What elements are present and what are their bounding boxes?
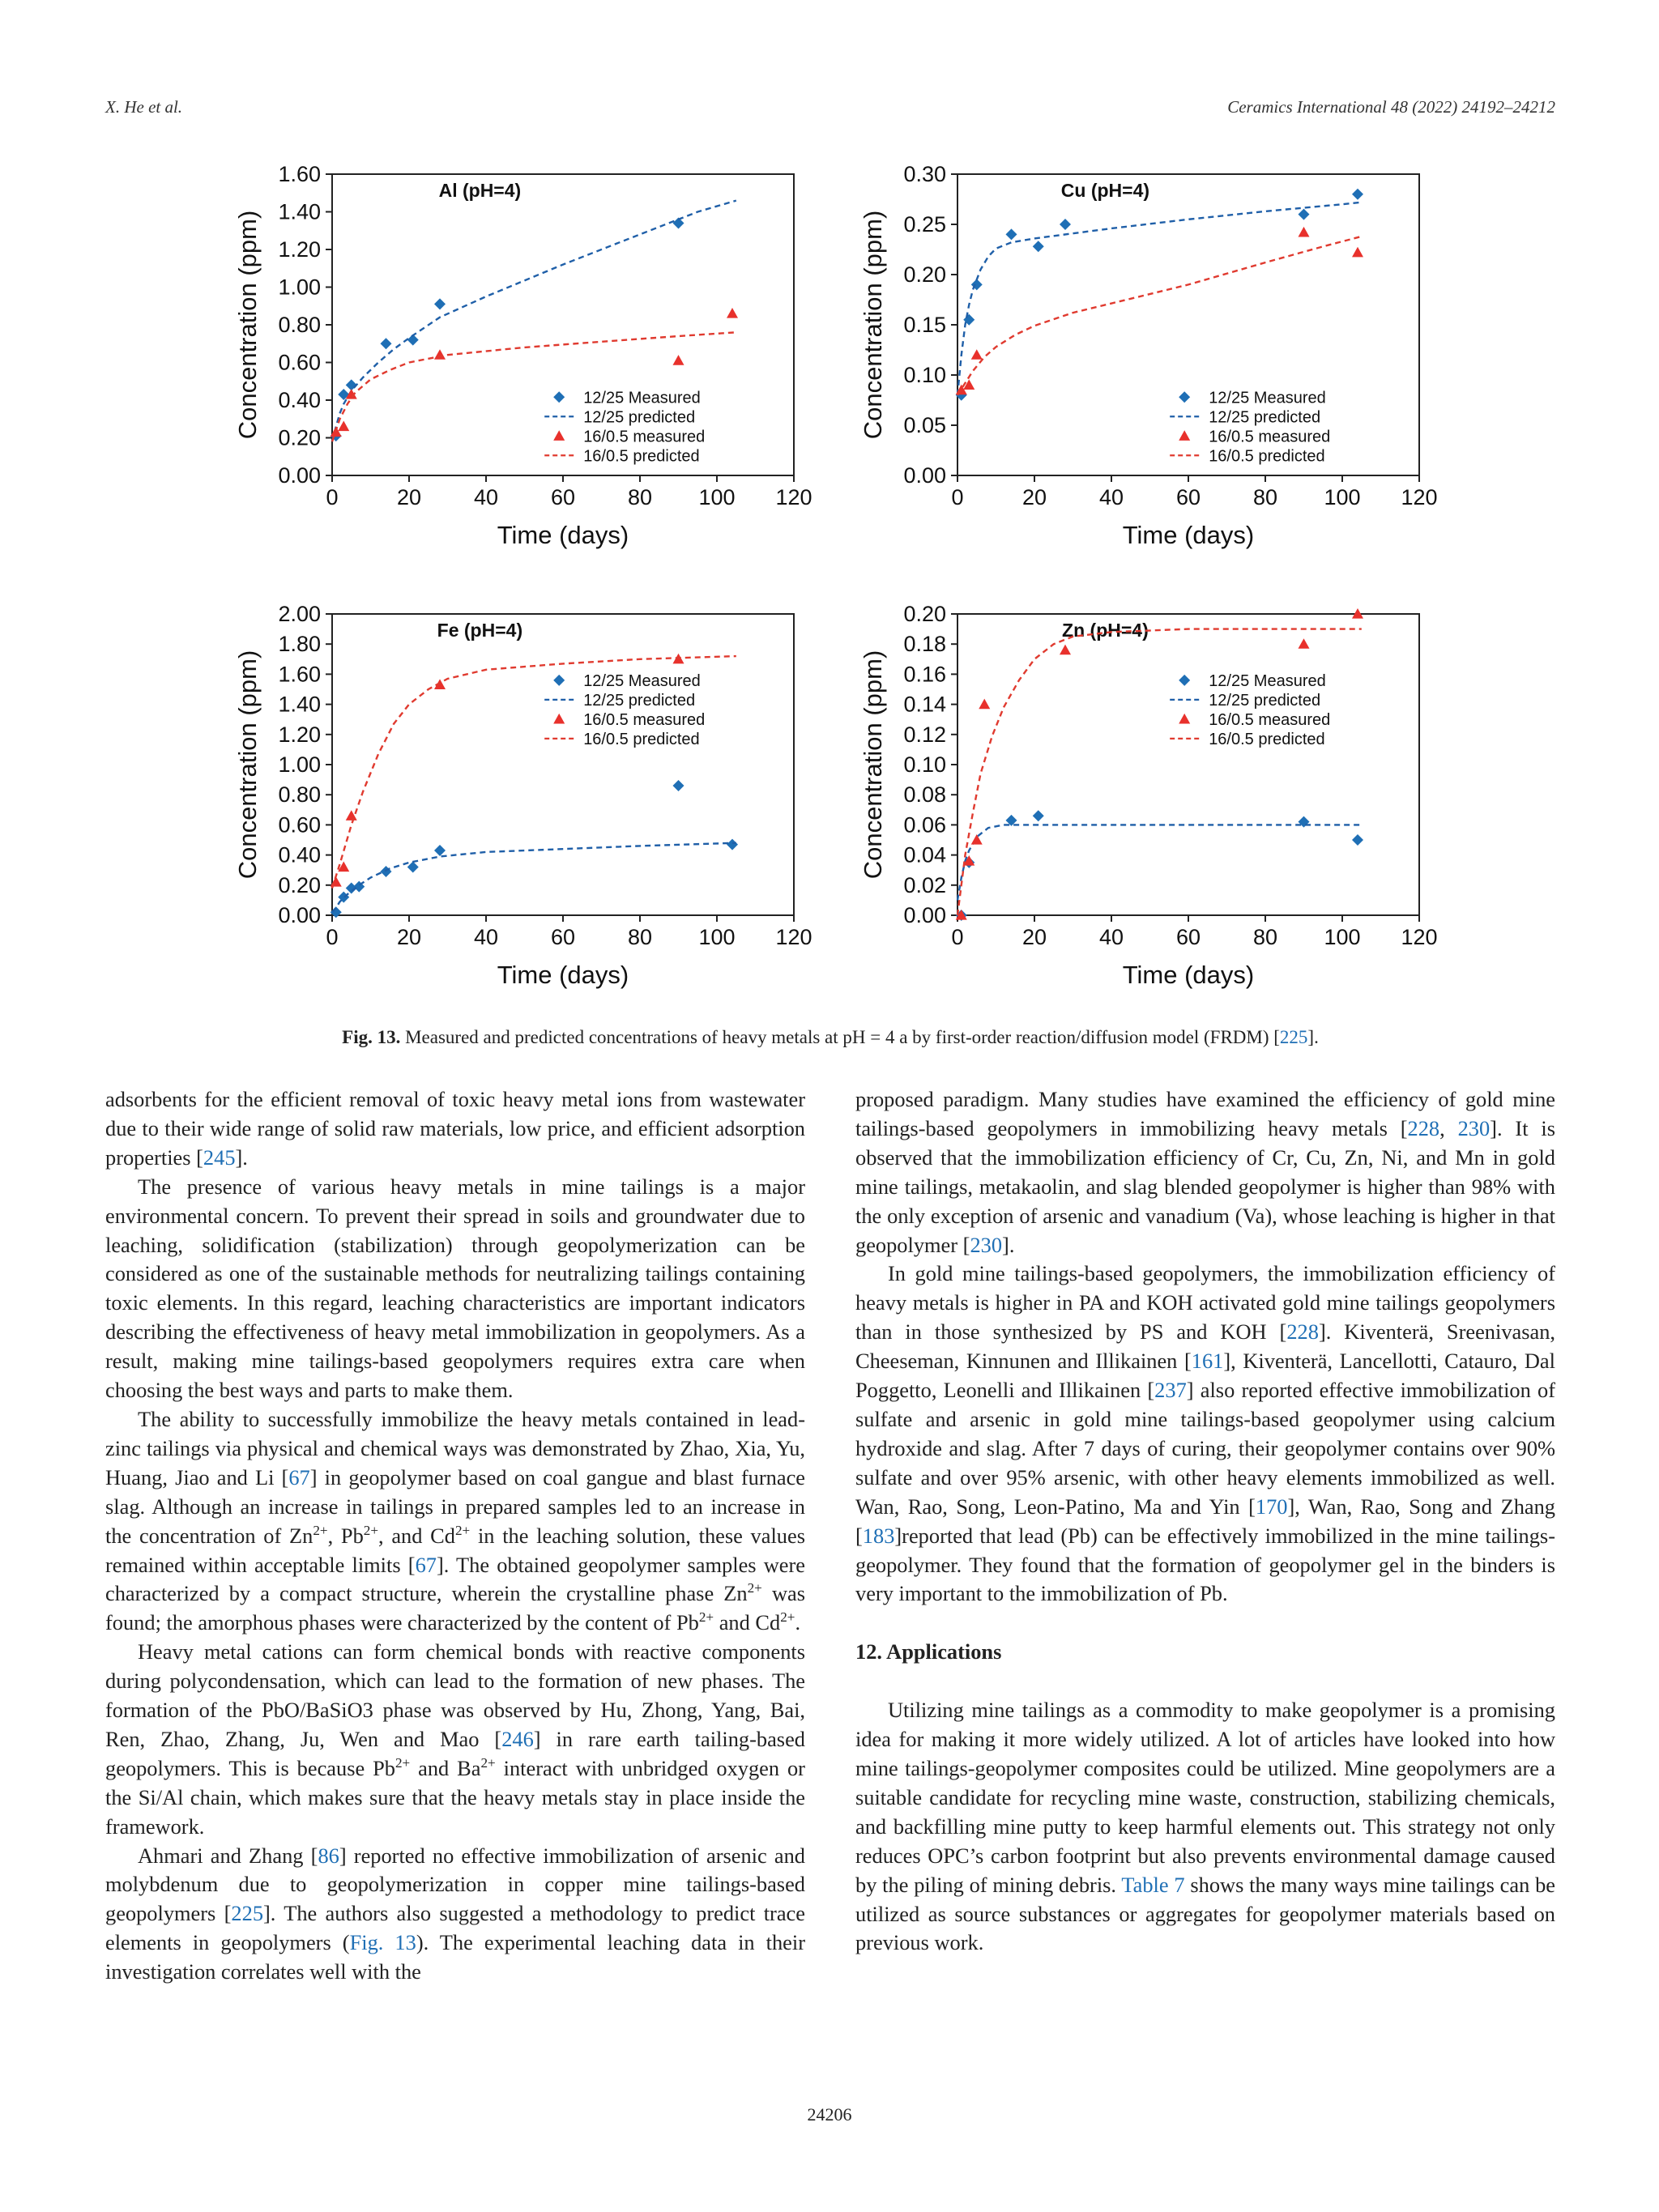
chart-title: Zn (pH=4)	[1062, 620, 1149, 641]
running-header-journal: Ceramics International 48 (2022) 24192–24212	[1227, 97, 1555, 117]
measured-point	[434, 349, 446, 360]
x-tick-label: 80	[1252, 485, 1278, 509]
measured-point	[1060, 219, 1071, 230]
paragraph: adsorbents for the efficient removal of toxic heavy metal ions from wastewater due to their wide range of solid raw materials, low price, and efficient adsorption properties [245].	[105, 1087, 805, 1170]
measured-point	[1033, 810, 1044, 821]
citation-link[interactable]: 230	[1457, 1115, 1491, 1140]
legend-marker	[553, 714, 565, 724]
y-tick-label: 0.00	[278, 903, 321, 927]
x-axis-label: Time (days)	[497, 521, 629, 549]
y-tick-label: 0.60	[278, 350, 321, 375]
chart-title: Cu (pH=4)	[1060, 180, 1150, 201]
citation-link[interactable]: 67	[288, 1464, 310, 1490]
y-tick-label: 0.20	[903, 262, 946, 287]
x-tick-label: 0	[951, 925, 964, 949]
legend-label: 12/25 Measured	[583, 389, 701, 407]
x-tick-label: 20	[1021, 925, 1047, 949]
plot-frame	[957, 614, 1419, 915]
y-tick-label: 0.15	[903, 313, 946, 337]
y-tick-label: 0.10	[903, 363, 946, 387]
plot-frame	[957, 174, 1419, 475]
y-tick-label: 1.60	[278, 162, 321, 186]
x-tick-label: 60	[550, 925, 576, 949]
x-tick-label: 0	[951, 485, 964, 509]
citation-link[interactable]: 228	[1286, 1319, 1319, 1345]
y-tick-label: 0.10	[903, 752, 946, 777]
measured-point	[971, 834, 983, 845]
legend-label: 16/0.5 measured	[583, 428, 706, 446]
measured-point	[727, 308, 738, 318]
predicted-line	[332, 843, 736, 913]
predicted-line	[957, 825, 1362, 900]
paragraph: The ability to successfully immobilize the heavy metals contained in lead-zinc tailings via physical and chemical ways was demonstrated by Zhao, Xia, Yu, Huang, Jiao and Li [67] in geopolymer based on coal gangue and blast furnace slag. Although an increase in tailings in prepared samples led to an increase in the concentration of $Zn^{2+}$, $Pb^{2+}$, and $Cd^{2+}$ in the leaching solution, these values remained within acceptable limits [67]. The obtained geopolymer samples were characterized by a compact structure, wherein the crystalline phase $Zn^{2+}$ was found; the amorphous phases were characterized by the content of $Pb^{2+}$ and $Cd^{2+}$.	[105, 1406, 806, 1635]
y-tick-label: 1.60	[278, 662, 321, 687]
x-tick-label: 60	[550, 485, 576, 509]
legend-label: 12/25 predicted	[1209, 691, 1321, 710]
measured-point	[434, 845, 446, 856]
x-tick-label: 100	[698, 925, 736, 949]
citation-link[interactable]: 246	[501, 1726, 534, 1751]
measured-point	[1033, 241, 1044, 252]
y-axis-label: Concentration (ppm)	[859, 650, 887, 880]
legend-label: 12/25 predicted	[583, 691, 696, 710]
y-tick-label: 1.00	[278, 275, 321, 300]
y-tick-label: 0.16	[903, 662, 946, 687]
measured-point	[979, 699, 990, 710]
y-tick-label: 0.05	[903, 413, 946, 437]
x-tick-label: 40	[1098, 485, 1124, 509]
x-tick-label: 20	[396, 925, 422, 949]
y-tick-label: 1.20	[278, 237, 321, 262]
chart-fe	[219, 598, 818, 1007]
x-tick-label: 0	[326, 925, 339, 949]
x-tick-label: 40	[473, 925, 499, 949]
x-tick-label: 40	[1098, 925, 1124, 949]
x-tick-label: 100	[698, 485, 736, 509]
legend-marker	[1179, 391, 1190, 403]
legend-label: 16/0.5 predicted	[1209, 447, 1325, 466]
cross-ref-link[interactable]: Fig. 13	[349, 1930, 416, 1955]
chart-title: Al (pH=4)	[438, 180, 522, 201]
citation-link[interactable]: 86	[318, 1843, 339, 1868]
legend-marker	[553, 391, 565, 403]
x-tick-label: 100	[1324, 485, 1361, 509]
y-tick-label: 0.20	[903, 602, 946, 626]
legend-label: 12/25 Measured	[1209, 671, 1326, 690]
chart-zn	[844, 598, 1444, 1007]
y-tick-label: 0.40	[278, 388, 321, 412]
chart-cu	[844, 158, 1444, 567]
measured-point	[381, 866, 392, 877]
legend-label: 16/0.5 predicted	[583, 447, 700, 466]
x-tick-label: 120	[775, 925, 812, 949]
y-tick-label: 0.02	[903, 872, 946, 897]
x-tick-label: 60	[1175, 485, 1201, 509]
y-tick-label: 0.12	[903, 722, 946, 747]
measured-point	[971, 349, 983, 360]
y-tick-label: 0.80	[278, 313, 321, 337]
citation-link[interactable]: 161	[1191, 1349, 1224, 1374]
y-tick-label: 0.14	[903, 692, 946, 717]
predicted-line	[957, 202, 1362, 395]
page-number: 24206	[807, 2104, 852, 2125]
y-tick-label: 0.18	[903, 632, 946, 657]
y-tick-label: 1.40	[278, 692, 321, 717]
y-tick-label: 0.00	[278, 463, 321, 488]
y-tick-label: 0.25	[903, 212, 946, 237]
x-tick-label: 40	[473, 485, 499, 509]
citation-link[interactable]: 230	[970, 1232, 1003, 1257]
y-tick-label: 0.06	[903, 812, 946, 837]
caption-text: Measured and predicted concentrations of heavy metals at pH = 4 a by first-order reaction/diffusion model (FRDM) [	[405, 1027, 1280, 1047]
citation-link[interactable]: 183	[862, 1523, 895, 1548]
caption-ref-link[interactable]: 225	[1279, 1027, 1308, 1047]
measured-point	[1060, 645, 1071, 655]
measured-point	[381, 338, 392, 349]
section-heading: 12. Applications	[855, 1639, 1002, 1664]
y-tick-label: 0.80	[278, 782, 321, 808]
x-tick-label: 20	[396, 485, 422, 509]
right-column	[855, 1085, 1555, 1958]
caption-end: ].	[1307, 1027, 1319, 1047]
legend-marker	[1179, 430, 1190, 441]
legend-marker	[1179, 675, 1190, 686]
y-axis-label: Concentration (ppm)	[859, 210, 887, 440]
y-axis-label: Concentration (ppm)	[233, 650, 262, 880]
legend-label: 12/25 Measured	[1209, 389, 1326, 407]
citation-link[interactable]: 237	[1154, 1378, 1187, 1403]
measured-point	[1299, 227, 1310, 237]
y-tick-label: 0.40	[278, 842, 321, 867]
predicted-line	[957, 237, 1362, 395]
y-tick-label: 2.00	[278, 602, 321, 626]
caption-label: Fig. 13.	[342, 1027, 401, 1047]
y-tick-label: 0.04	[903, 842, 946, 867]
y-axis-label: Concentration (ppm)	[233, 210, 262, 440]
legend-label: 16/0.5 measured	[1209, 428, 1331, 446]
y-tick-label: 0.00	[903, 463, 946, 488]
cross-ref-link[interactable]: Table 7	[1121, 1872, 1185, 1897]
legend-marker	[553, 675, 565, 686]
measured-point	[727, 839, 738, 850]
x-tick-label: 120	[1401, 485, 1438, 509]
x-axis-label: Time (days)	[1122, 521, 1255, 549]
y-tick-label: 0.60	[278, 812, 321, 837]
y-tick-label: 1.40	[278, 199, 321, 224]
measured-point	[673, 780, 684, 791]
x-axis-label: Time (days)	[497, 961, 629, 989]
legend-label: 16/0.5 predicted	[1209, 730, 1325, 748]
citation-link[interactable]: 67	[415, 1552, 437, 1577]
legend-label: 16/0.5 measured	[1209, 710, 1331, 729]
paragraph: Heavy metal cations can form chemical bonds with reactive components during polycondensation, which can lead to the formation of new phases. The formation of the PbO/BaSiO3 phase was observed by Hu, Zhong, Yang, Bai, Ren, Zhao, Zhang, Ju, Wen and Mao [246] in rare earth tailing-based geopolymers. This is because $Pb^{2+}$ and $Ba^{2+}$ interact with unbridged oxygen or the Si/Al chain, which makes sure that the heavy metals stay in place inside the framework.	[105, 1639, 805, 1839]
measured-point	[1006, 228, 1017, 240]
x-tick-label: 100	[1324, 925, 1361, 949]
x-tick-label: 80	[1252, 925, 1278, 949]
x-tick-label: 80	[627, 925, 653, 949]
measured-point	[1299, 638, 1310, 649]
y-tick-label: 0.00	[903, 903, 946, 927]
plot-frame	[332, 174, 794, 475]
measured-point	[1352, 247, 1363, 258]
paragraph: In gold mine tailings-based geopolymers, the immobilization efficiency of heavy metals is higher in PA and KOH activated gold mine tailings geopolymers than in those synthesized by PS and KOH [228]. Kiventerä, Sreenivasan, Cheeseman, Kinnunen and Illikainen [161], Kiventerä, Lancellotti, Catauro, Dal Poggetto, Leonelli and Illikainen [237] also reported effective immobilization of sulfate and arsenic in gold mine tailings-based geopolymer using calcium hydroxide and slag. After 7 days of curing, their geopolymer contains over 90% sulfate and over 95% arsenic, with other heavy elements immobilized as well. Wan, Rao, Song, Leon-Patino, Ma and Yin [170], Wan, Rao, Song and Zhang [183]reported that lead (Pb) can be effectively immobilized in the mine tailings-geopolymer. They found that the formation of geopolymer gel in the binders is very important to the immobilization of Pb.	[855, 1261, 1556, 1606]
measured-point	[407, 861, 419, 872]
running-header-authors: X. He et al.	[105, 97, 183, 117]
x-axis-label: Time (days)	[1122, 961, 1255, 989]
legend-label: 16/0.5 measured	[583, 710, 706, 729]
measured-point	[1352, 834, 1363, 846]
paragraph: proposed paradigm. Many studies have examined the efficiency of gold mine tailings-based geopolymers in immobilizing heavy metals [228, 230]. It is observed that the immobilization efficiency of Cr, Cu, Zn, Ni, and Mn in gold mine tailings, metakaolin, and slag blended geopolymer is higher than 98% with the only exception of arsenic and vanadium (Va), whose leaching is higher in that geopolymer [230].	[855, 1087, 1555, 1257]
y-tick-label: 1.00	[278, 752, 321, 777]
legend-marker	[1179, 714, 1190, 724]
citation-link[interactable]: 245	[203, 1144, 236, 1170]
citation-link[interactable]: 228	[1407, 1115, 1440, 1140]
figure-caption	[105, 1027, 1555, 1048]
x-tick-label: 0	[326, 485, 339, 509]
measured-point	[434, 298, 446, 309]
legend-marker	[553, 430, 565, 441]
y-tick-label: 0.30	[903, 162, 946, 186]
chart-title: Fe (pH=4)	[437, 620, 523, 641]
citation-link[interactable]: 225	[231, 1901, 264, 1926]
x-tick-label: 120	[775, 485, 812, 509]
paragraph: Ahmari and Zhang [86] reported no effective immobilization of arsenic and molybdenum due to geopolymerization in copper mine tailings-based geopolymers [225]. The authors also suggested a methodology to predict trace elements in geopolymers (Fig. 13). The experimental leaching data in their investigation correlates well with the	[105, 1843, 806, 1984]
measured-point	[1299, 209, 1310, 220]
citation-link[interactable]: 170	[1255, 1494, 1288, 1519]
y-tick-label: 0.20	[278, 872, 321, 897]
chart-al	[219, 158, 818, 567]
y-tick-label: 1.80	[278, 632, 321, 657]
legend-label: 12/25 predicted	[583, 408, 696, 427]
x-tick-label: 20	[1021, 485, 1047, 509]
plot-frame	[332, 614, 794, 915]
legend-label: 12/25 Measured	[583, 671, 701, 690]
paragraph: Utilizing mine tailings as a commodity to make geopolymer is a promising idea for making it more widely utilized. A lot of articles have looked into how mine tailings-geopolymer composites could be utilized. Mine geopolymers are a suitable candidate for recycling mine waste, construction, stabilizing chemicals, and backfilling mine putty to keep harmful elements out. This strategy not only reduces OPC’s carbon footprint but also prevents environmental damage caused by the piling of mining debris. Table 7 shows the many ways mine tailings can be utilized as source substances or aggregates for geopolymer materials based on previous work.	[855, 1698, 1555, 1955]
legend-label: 16/0.5 predicted	[583, 730, 700, 748]
x-tick-label: 80	[627, 485, 653, 509]
x-tick-label: 120	[1401, 925, 1438, 949]
y-tick-label: 0.20	[278, 425, 321, 450]
x-tick-label: 60	[1175, 925, 1201, 949]
left-column	[105, 1085, 805, 1987]
paragraph: The presence of various heavy metals in mine tailings is a major environmental concern. To prevent their spread in soils and groundwater due to leaching, solidification (stabilization) through geopolymerization can be considered as one of the sustainable methods for neutralizing tailings containing toxic elements. In this regard, leaching characteristics are important indicators describing the effectiveness of heavy metal immobilization in geopolymers. As a result, making mine tailings-based geopolymers requires extra care when choosing the best ways and parts to make them.	[105, 1174, 805, 1403]
y-tick-label: 1.20	[278, 722, 321, 747]
measured-point	[673, 355, 684, 365]
legend-label: 12/25 predicted	[1209, 408, 1321, 427]
y-tick-label: 0.08	[903, 782, 946, 808]
measured-point	[1352, 189, 1363, 200]
